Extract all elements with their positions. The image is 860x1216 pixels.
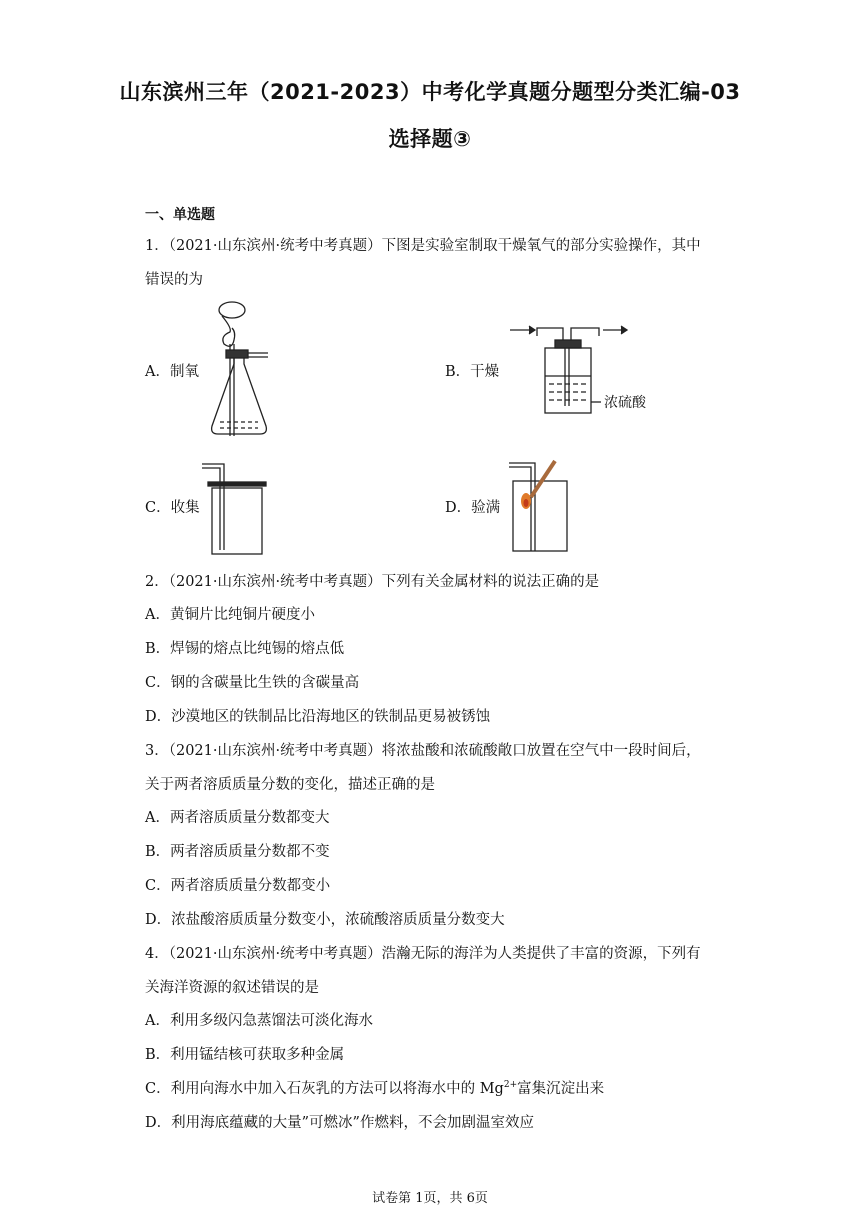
q3-option-c: C．两者溶质质量分数都变小 xyxy=(145,878,331,894)
q2-option-b: B．焊锡的熔点比纯锡的熔点低 xyxy=(145,641,345,657)
q4-option-c xyxy=(145,1077,604,1098)
q1-option-a: A．制氧 xyxy=(145,364,199,380)
q1-stem-line1: 1．（2021·山东滨州·统考中考真题）下图是实验室制取干燥氧气的部分实验操作，其中 xyxy=(145,238,701,254)
page-footer: 试卷第 1页，共 6页 xyxy=(372,1191,488,1206)
q1-stem-line2: 错误的为 xyxy=(145,272,203,288)
q2-option-c: C．钢的含碳量比生铁的含碳量高 xyxy=(145,675,360,691)
gas-collection-figure xyxy=(200,460,270,558)
q4-stem-line1: 4．（2021·山东滨州·统考中考真题）浩瀚无际的海洋为人类提供了丰富的资源，下列有 xyxy=(145,946,701,962)
drying-bottle-figure xyxy=(505,318,665,423)
q2-option-d: D．沙漠地区的铁制品比沿海地区的铁制品更易被锈蚀 xyxy=(145,709,491,725)
q4-option-c-superscript: 2+ xyxy=(503,1080,518,1090)
q3-stem-line2: 关于两者溶质质量分数的变化，描述正确的是 xyxy=(145,777,435,793)
q3-option-d: D．浓盐酸溶质质量分数变小，浓硫酸溶质质量分数变大 xyxy=(145,912,505,928)
document-title-line2: 选择题③ xyxy=(388,127,472,151)
q4-option-a: A．利用多级闪急蒸馏法可淡化海水 xyxy=(145,1013,373,1029)
q4-option-c-text: C．利用向海水中加入石灰乳的方法可以将海水中的 Mg xyxy=(145,1081,504,1097)
section-heading: 一、单选题 xyxy=(145,207,215,223)
q1-option-c: C．收集 xyxy=(145,500,200,516)
oxygen-generation-apparatus-figure xyxy=(200,298,280,443)
q2-stem: 2．（2021·山东滨州·统考中考真题）下列有关金属材料的说法正确的是 xyxy=(145,574,600,590)
q4-option-b: B．利用锰结核可获取多种金属 xyxy=(145,1047,345,1063)
q4-option-c-text-end: 富集沉淀出来 xyxy=(517,1081,605,1097)
q4-option-d: D．利用海底蕴藏的大量”可燃冰”作燃料，不会加剧温室效应 xyxy=(145,1115,534,1131)
q3-stem-line1: 3．（2021·山东滨州·统考中考真题）将浓盐酸和浓硫酸敞口放置在空气中一段时间后， xyxy=(145,743,701,759)
sulfuric-acid-label: 浓硫酸 xyxy=(604,395,646,411)
gas-check-full-figure xyxy=(505,455,575,555)
q1-option-d: D．验满 xyxy=(445,500,501,516)
q3-option-b: B．两者溶质质量分数都不变 xyxy=(145,844,330,860)
q3-option-a: A．两者溶质质量分数都变大 xyxy=(145,810,330,826)
q4-stem-line2: 关海洋资源的叙述错误的是 xyxy=(145,980,319,996)
q1-option-b: B．干燥 xyxy=(445,364,500,380)
q2-option-a: A．黄铜片比纯铜片硬度小 xyxy=(145,607,315,623)
document-title-line1: 山东滨州三年（2021-2023）中考化学真题分题型分类汇编-03 xyxy=(119,80,741,104)
